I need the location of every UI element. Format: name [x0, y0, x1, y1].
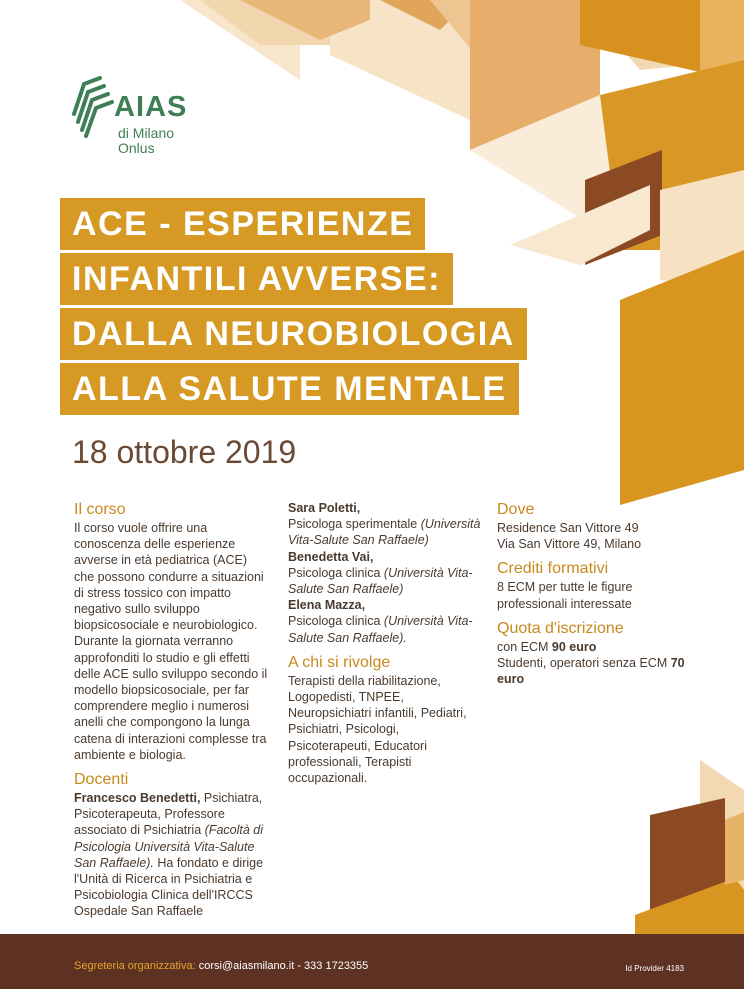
docente-4 [288, 597, 483, 646]
section-heading-corso: Il corso [74, 501, 126, 518]
section-heading-docenti: Docenti [74, 771, 129, 789]
column-1 [74, 500, 270, 920]
docente-affiliation: (Facoltà di Psicologia Università Vita-Salute San Raffaele). [74, 823, 263, 870]
event-title [60, 198, 527, 418]
event-date: 18 ottobre 2019 [72, 434, 297, 470]
dove-line2: Via San Vittore 49, Milano [497, 537, 642, 552]
logo-sub-line2: Onlus [118, 140, 155, 156]
quota-line2 [497, 655, 697, 687]
title-line: ACE - ESPERIENZE [60, 198, 425, 250]
docente-role: Psicologa clinica [288, 565, 381, 580]
docente-affiliation: (Università Vita-Salute San Raffaele). [288, 614, 473, 645]
title-line: DALLA NEUROBIOLOGIA [60, 308, 527, 360]
docente-extra: Ha fondato e dirige l'Unità di Ricerca in Psichiatria e Psicobiologia Clinica dell'IRCCS Ospedale San Raffaele [74, 855, 264, 919]
dove-line1: Residence San Vittore 49 [497, 521, 639, 535]
rivolge-text: Terapisti della riabilitazione, Logopedisti, TNPEE, Neuropsichiatri infantili, Pediatri, Psichiatri, Psicologi, Psicoterapeuti, Educatori professionali, Terapisti occupazionali. [288, 673, 467, 786]
column-2 [288, 500, 483, 786]
section-heading-quota: Quota d'iscrizione [497, 619, 624, 637]
docente-2 [288, 500, 483, 549]
title-line: ALLA SALUTE MENTALE [60, 363, 519, 415]
quota-price: 70 euro [497, 656, 685, 687]
docente-affiliation: (Università Vita-Salute San Raffaele) [288, 517, 481, 548]
crediti-text: 8 ECM per tutte le figure professionali interessate [497, 580, 633, 611]
logo-mark-icon [70, 76, 116, 138]
section-heading-dove: Dove [497, 501, 535, 518]
footer-bar [0, 934, 744, 989]
docente-role: Psicologa clinica [288, 614, 381, 629]
docente-role: Psicologa sperimentale [288, 517, 418, 532]
docente-name: Benedetta Vai, [288, 549, 374, 564]
title-line: INFANTILI AVVERSE: [60, 253, 453, 305]
section-heading-crediti: Crediti formativi [497, 560, 609, 578]
column-3 [497, 500, 697, 687]
docente-affiliation: (Università Vita-Salute San Raffaele) [288, 565, 473, 597]
logo-name: AIAS [114, 91, 188, 123]
aias-logo [70, 76, 210, 156]
logo-subtitle [118, 126, 174, 156]
footer-contact [74, 960, 368, 972]
logo-sub-line1: di Milano [118, 125, 175, 141]
docente-name: Elena Mazza, [288, 598, 366, 613]
docente-name: Sara Poletti, [288, 501, 361, 515]
footer-label: Segreteria organizzativa: [74, 960, 196, 972]
quota-label: Studenti, operatori senza ECM [497, 656, 668, 671]
docente-name: Francesco Benedetti, [74, 791, 201, 806]
provider-id: Id Provider 4183 [625, 964, 684, 973]
docente-3 [288, 549, 483, 598]
quota-label: con ECM [497, 639, 549, 654]
section-heading-rivolge: A chi si rivolge [288, 653, 391, 671]
corso-text: Il corso vuole offrire una conoscenza delle esperienze avverse in età pediatrica (ACE) che possono condurre a situazioni di stress tossico con impatto negativo sullo sviluppo biopsicosociale e neurobiologico. Durante la giornata verranno approfonditi lo studio e gli effetti delle ACE sullo sviluppo secondo il modello biopsicosociale, per far comprendere meglio i numerosi anelli che compongono la lunga catena di interazioni complesse tra ambiente e biologia. [74, 521, 268, 762]
quota-price: 90 euro [551, 639, 597, 654]
quota-line1 [497, 639, 697, 655]
deco-shape [620, 250, 744, 505]
docente-1 [74, 790, 270, 920]
docente-role: Psichiatra, Psicoterapeuta, Professore associato di Psichiatria [74, 791, 263, 838]
footer-contact-info[interactable]: corsi@aiasmilano.it - 333 1723355 [198, 960, 369, 972]
deco-shape [725, 812, 744, 885]
